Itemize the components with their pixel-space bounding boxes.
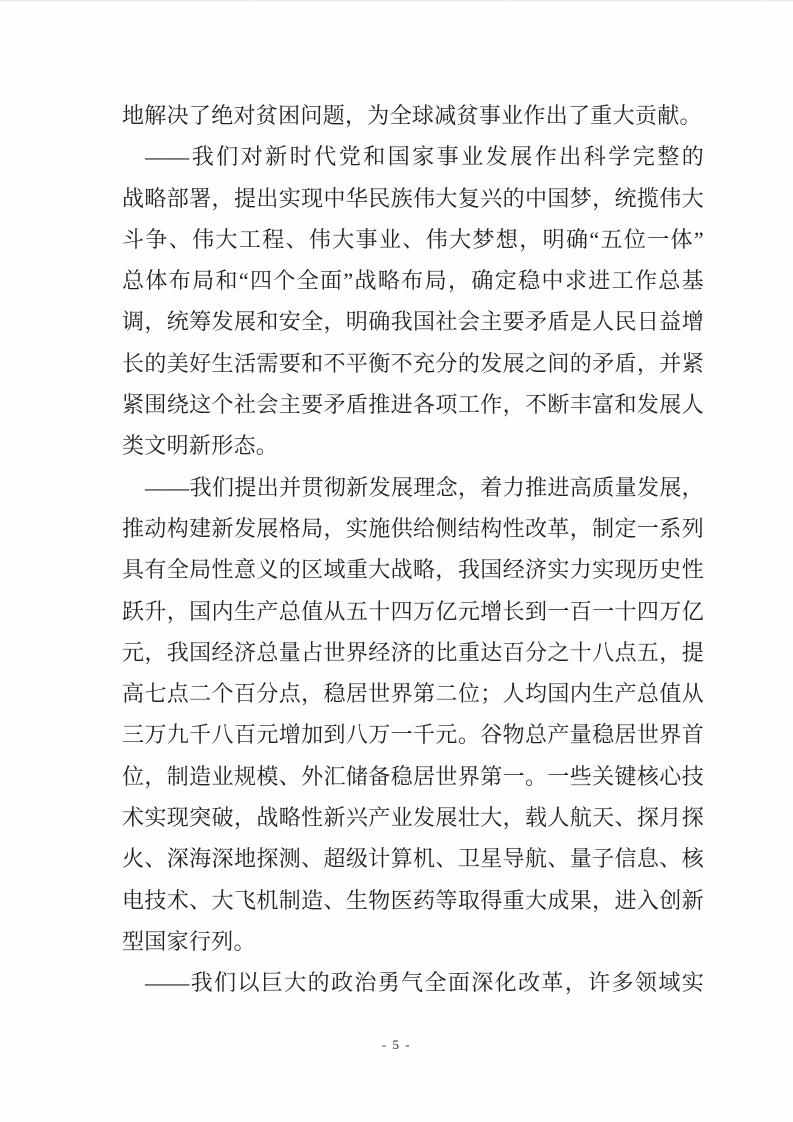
page-number: - 5 - <box>381 1037 412 1052</box>
text-line: 战略部署，提出实现中华民族伟大复兴的中国梦，统揽伟大 <box>122 185 704 211</box>
text-line: 地解决了绝对贫困问题，为全球减贫事业作出了重大贡献。 <box>122 103 702 128</box>
text-line: 具有全局性意义的区域重大战略，我国经济实力实现历史性 <box>122 557 704 583</box>
text-line: ——我们以巨大的政治勇气全面深化改革，许多领域实 <box>145 970 704 996</box>
text-line: 长的美好生活需要和不平衡不充分的发展之间的矛盾，并紧 <box>122 350 704 376</box>
text-line: 术实现突破，战略性新兴产业发展壮大，载人航天、探月探 <box>122 805 704 831</box>
text-line: 类文明新形态。 <box>122 433 279 459</box>
text-line: 跃升，国内生产总值从五十四万亿元增长到一百一十四万亿 <box>122 598 704 624</box>
text-line: 紧围绕这个社会主要矛盾推进各项工作，不断丰富和发展人 <box>122 392 704 418</box>
text-line: 斗争、伟大工程、伟大事业、伟大梦想，明确“五位一体” <box>122 226 704 252</box>
text-line: 推动构建新发展格局，实施供给侧结构性改革，制定一系列 <box>122 515 704 541</box>
scan-top-edge <box>0 0 793 2</box>
text-line: 调，统筹发展和安全，明确我国社会主要矛盾是人民日益增 <box>122 309 704 335</box>
text-line: ——我们对新时代党和国家事业发展作出科学完整的 <box>145 144 704 170</box>
text-line: 位，制造业规模、外汇储备稳居世界第一。一些关键核心技 <box>122 763 704 789</box>
text-line: 元，我国经济总量占世界经济的比重达百分之十八点五，提 <box>122 639 704 665</box>
text-line: ——我们提出并贯彻新发展理念，着力推进高质量发展， <box>145 474 704 500</box>
text-line: 三万九千八百元增加到八万一千元。谷物总产量稳居世界首 <box>122 722 704 748</box>
text-line: 高七点二个百分点，稳居世界第二位；人均国内生产总值从 <box>122 681 704 707</box>
text-line: 型国家行列。 <box>122 928 256 954</box>
text-line: 火、深海深地探测、超级计算机、卫星导航、量子信息、核 <box>122 846 704 872</box>
text-line: 电技术、大飞机制造、生物医药等取得重大成果，进入创新 <box>122 887 704 913</box>
document-body <box>122 95 704 1004</box>
text-line: 总体布局和“四个全面”战略布局，确定稳中求进工作总基 <box>122 268 704 294</box>
